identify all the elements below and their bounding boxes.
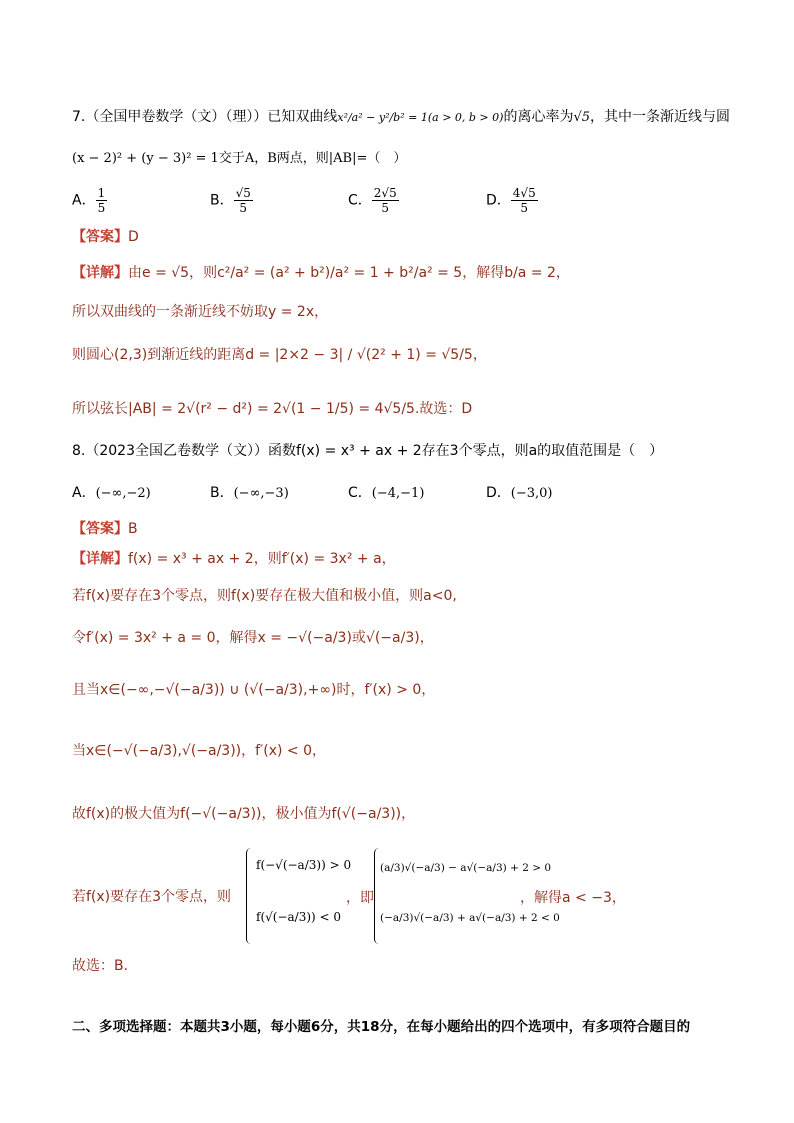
system1-row1: f(−√(−a/3)) > 0 xyxy=(256,858,352,872)
section-2-heading: 二、多项选择题：本题共3小题，每小题6分，共18分，在每小题给出的四个选项中，有多项符合题目的 xyxy=(72,1019,691,1035)
option-label: B． xyxy=(210,485,234,501)
option-frac xyxy=(96,186,108,215)
option-frac xyxy=(511,186,538,215)
detail-tag: 【详解】 xyxy=(72,551,128,567)
q8-detail-2: 若f(x)要存在3个零点，则f(x)要存在极大值和极小值，则a<0, xyxy=(72,588,457,604)
q7-stem-line2: (x − 2)² + (y − 3)² = 1交于A，B两点，则|AB|=（ ） xyxy=(72,151,407,166)
q8-conclusion: 故选：B. xyxy=(72,958,129,974)
system-suffix: ，解得a < −3， xyxy=(520,890,626,906)
q7-option-c xyxy=(348,186,399,215)
frac-den: 5 xyxy=(520,201,529,215)
detail-text: f(x) = x³ + ax + 2，则f′(x) = 3x² + a， xyxy=(128,551,396,567)
q8-option-c xyxy=(348,482,424,502)
frac-den: 5 xyxy=(97,201,106,215)
q8-system-line xyxy=(72,887,754,907)
option-label: A． xyxy=(72,485,96,501)
system1-brace xyxy=(246,848,251,944)
q7-answer xyxy=(72,227,754,247)
answer-value: B xyxy=(128,521,138,537)
q8-option-d xyxy=(486,482,553,502)
system2-row2: (−a/3)√(−a/3) + a√(−a/3) + 2 < 0 xyxy=(380,912,560,924)
q7-stem-line1 xyxy=(72,107,754,128)
frac-den: 5 xyxy=(381,201,390,215)
q8-stem: 8.（2023全国乙卷数学（文））函数f(x) = x³ + ax + 2存在3个零点，则a的取值范围是（ ） xyxy=(72,443,664,459)
option-label: D． xyxy=(486,192,511,209)
q7-detail-1 xyxy=(72,263,754,283)
answer-value: D xyxy=(128,229,139,245)
detail-tag: 【详解】 xyxy=(72,265,128,281)
option-label: D． xyxy=(486,485,511,501)
option-value: (−3,0) xyxy=(510,486,553,501)
q7-suffix: ，其中一条渐近线与圆 xyxy=(590,109,731,125)
frac-num: 1 xyxy=(97,186,106,200)
q7-detail-2: 所以双曲线的一条渐近线不妨取y = 2x， xyxy=(72,304,329,320)
answer-tag: 【答案】 xyxy=(72,229,128,245)
answer-tag: 【答案】 xyxy=(72,521,128,537)
q7-detail-3: 则圆心(2,3)到渐近线的距离d = |2×2 − 3| / √(2² + 1) = √5/5， xyxy=(72,347,487,363)
q8-option-b xyxy=(210,482,289,502)
q8-detail-3: 令f′(x) = 3x² + a = 0，解得x = −√(−a/3)或√(−a/3)， xyxy=(72,630,434,646)
q8-answer xyxy=(72,519,754,539)
option-value: (−4,−1) xyxy=(371,486,425,501)
detail-text: 由e = √5，则c²/a² = (a² + b²)/a² = 1 + b²/a² = 5，解得b/a = 2， xyxy=(128,265,570,281)
q7-option-b xyxy=(210,186,253,215)
option-frac xyxy=(372,186,399,215)
q8-option-a xyxy=(72,482,151,502)
option-label: B． xyxy=(210,192,234,209)
option-label: C． xyxy=(348,192,372,209)
q7-hyperbola: x²/a² − y²/b² = 1(a > 0, b > 0) xyxy=(337,111,504,124)
q8-detail-1 xyxy=(72,549,754,569)
q7-option-d xyxy=(486,186,538,215)
option-label: C． xyxy=(348,485,372,501)
frac-num: 4√5 xyxy=(512,186,536,200)
system-prefix: 若f(x)要存在3个零点，则 xyxy=(72,889,232,905)
option-value: (−∞,−2) xyxy=(95,486,151,501)
q7-middle: 的离心率为 xyxy=(503,109,574,125)
q8-detail-6: 故f(x)的极大值为f(−√(−a/3))，极小值为f(√(−a/3))， xyxy=(72,806,416,822)
system1-row2: f(√(−a/3)) < 0 xyxy=(256,910,342,924)
q8-detail-5: 当x∈(−√(−a/3),√(−a/3))，f′(x) < 0， xyxy=(72,743,326,759)
q7-detail-4: 所以弦长|AB| = 2√(r² − d²) = 2√(1 − 1/5) = 4√5/5.故选：D xyxy=(72,401,473,417)
system2-brace xyxy=(374,848,379,944)
option-frac xyxy=(234,186,253,215)
frac-num: √5 xyxy=(235,186,251,200)
system2-row1: (a/3)√(−a/3) − a√(−a/3) + 2 > 0 xyxy=(380,862,552,874)
option-value: (−∞,−3) xyxy=(233,486,289,501)
frac-den: 5 xyxy=(239,201,248,215)
frac-num: 2√5 xyxy=(373,186,397,200)
q7-ecc: √5 xyxy=(573,110,591,125)
option-label: A． xyxy=(72,192,96,209)
q7-option-a xyxy=(72,186,107,215)
q7-prefix: 7.（全国甲卷数学（文）（理））已知双曲线 xyxy=(72,109,338,125)
q8-detail-4: 且当x∈(−∞,−√(−a/3)) ∪ (√(−a/3),+∞)时，f′(x) > 0， xyxy=(72,682,436,698)
system-mid: ，即 xyxy=(346,890,374,906)
